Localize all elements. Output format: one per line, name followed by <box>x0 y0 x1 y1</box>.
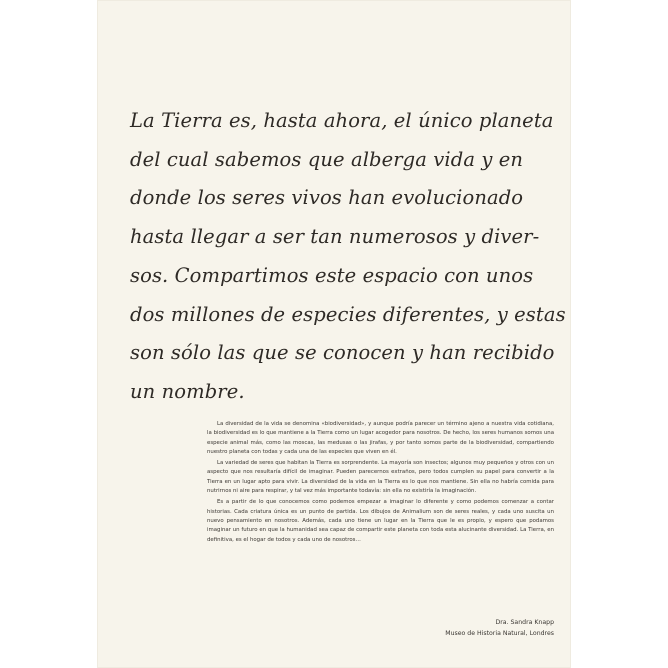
signature-block <box>445 617 554 639</box>
lead-line: donde los seres vivos han evolucionado <box>130 186 524 210</box>
body-paragraph: La variedad de seres que habitan la Tierra es sorprendente. La mayoría son insectos; algunos muy pequeños y otros con un aspecto que nos resultaría difícil de imaginar. Pueden parecernos extraños, pero todos cumplen su papel para convertir a la Tierra en un lugar apto para vivir. La diversidad de la vida en la Tierra es lo que nos mantiene. Sin ella no habría comida para nutrirnos ni aire para respirar, y tal vez más importante todavía: sin ella no existiría la imaginación. <box>207 460 554 495</box>
lead-line: dos millones de especies diferentes, y estas <box>130 302 566 326</box>
lead-line: un nombre. <box>130 379 245 403</box>
body-paragraph: Es a partir de lo que conocemos como podemos empezar a imaginar lo diferente y como podemos comenzar a contar historias. Cada criatura única es un punto de partida. Los dibujos de Animalium son de seres reales, y cada uno suscita un nuevo pensamiento en nosotros. Además, cada uno tiene un lugar en la Tierra que le es propio, y espero que podamos imaginar un futuro en que la humanidad sea capaz de compartir este planeta con toda esta alucinante diversidad. La Tierra, en definitiva, es el hogar de todos y cada uno de nosotros… <box>207 499 554 543</box>
author-name: Dra. Sandra Knapp <box>495 619 554 626</box>
lead-paragraph <box>130 102 566 412</box>
lead-line: del cual sabemos que alberga vida y en <box>130 147 524 171</box>
lead-line: La Tierra es, hasta ahora, el único planeta <box>130 109 554 132</box>
author-affiliation: Museo de Historia Natural, Londres <box>445 630 554 637</box>
lead-line: sos. Compartimos este espacio con unos <box>130 263 534 287</box>
lead-line: hasta llegar a ser tan numerosos y diver- <box>130 225 540 249</box>
body-paragraph: La diversidad de la vida se denomina «biodiversidad», y aunque podría parecer un término ajeno a nuestra vida cotidiana, la biodiversidad es lo que mantiene a la Tierra como un lugar acogedor para nosotros. De hecho, los seres humanos somos una especie animal más, como las moscas, las medusas o las jirafas, y por tanto somos parte de la biodiversidad, compartiendo nuestro planeta con todas y cada una de las especies que viven en él. <box>207 421 554 455</box>
lead-line: son sólo las que se conocen y han recibido <box>130 341 555 365</box>
body-text <box>207 420 554 547</box>
book-page <box>97 0 571 668</box>
